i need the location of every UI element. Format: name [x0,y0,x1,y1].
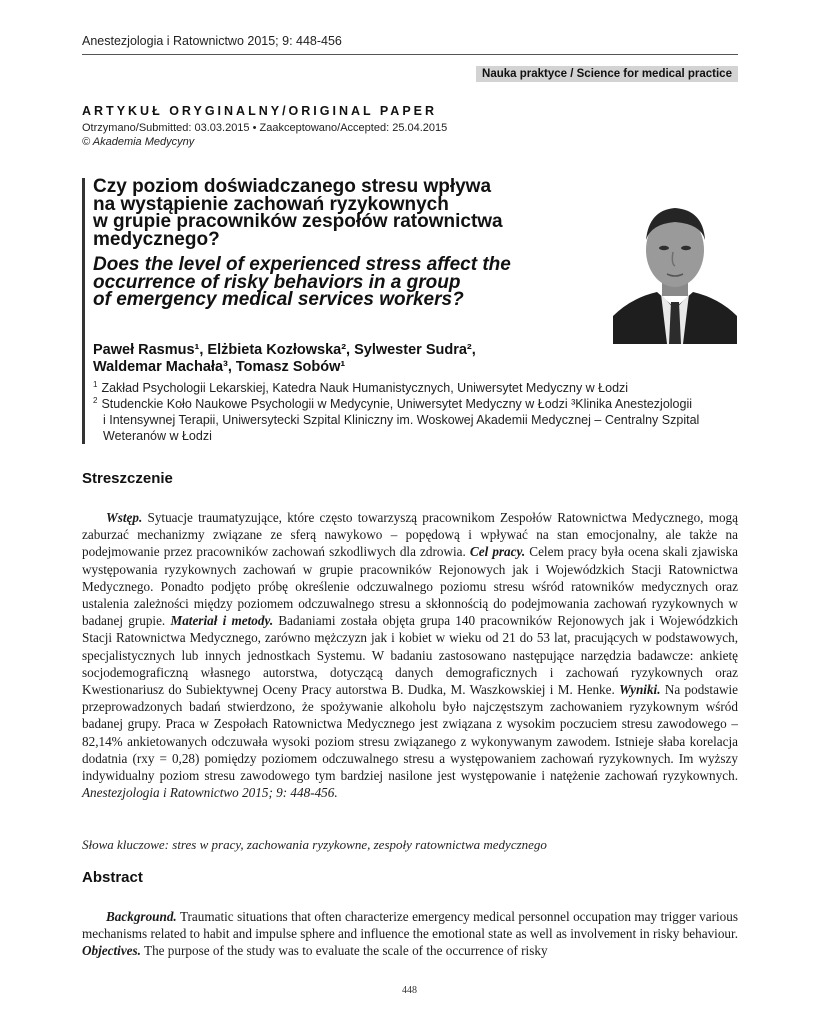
section-label: Wyniki. [619,682,661,698]
title-polish-line: w grupie pracowników zespołów ratownictwa [93,211,503,232]
affiliation-text: Zakład Psychologii Lekarskiej, Katedra Nauk Humanistycznych, Uniwersytet Medyczny w Łodzi [101,381,629,396]
authors-line: Paweł Rasmus¹, Elżbieta Kozłowska², Sylwester Sudra², [93,342,476,358]
affiliation-2 [93,393,733,444]
affiliation-text: i Intensywnej Terapii, Uniwersytecki Szpital Kliniczny im. Woskowej Akademii Medycznej – Centralny Szpital [103,413,700,428]
section-label: Background. [106,909,177,924]
section-label: Materiał i metody. [170,613,274,629]
citation: Anestezjologia i Ratownictwo 2015; 9: 448-456. [82,785,338,801]
article-type: ARTYKUŁ ORYGINALNY/ORIGINAL PAPER [82,104,438,118]
authors [93,342,613,376]
paragraph-text: Traumatic situations that often characterize emergency medical personnel occupation may trigger various mechanisms related to habit and impulse sphere and influence the emotional state as well as involvement in risky behaviour. [82,909,738,942]
copyright: © Akademia Medycyny [82,136,195,148]
paragraph-text: The purpose of the study was to evaluate the scale of the occurrence of risky [140,943,548,959]
keywords: Słowa kluczowe: stres w pracy, zachowania ryzykowne, zespoły ratownictwa medycznego [82,837,547,852]
title-polish-line: Czy poziom doświadczanego stresu wpływa [93,176,492,197]
affiliation-text: Weteranów w Łodzi [103,429,212,444]
streszczenie-body [82,509,738,801]
paragraph-text: Na podstawie przeprowadzonych badań stwierdzono, że spożywanie alkoholu było najczęstszym zachowaniem ryzykownym wśród badanej grupy. Praca w Zespołach Ratownictwa Medycznego jest związana z wysokim poczuciem stresu zawodowego – 82,14% ankietowanych odczuwała wysoki poziom stresu związanego z wykonywanym zawodem. Istnieje słaba korelacja dodatnia (rxy = 0,28) pomiędzy poziomem odczuwalnego stresu a występowaniem zachowań ryzykownych. Im wyższy indywidualny poziom stresu zawodowego tym bardziej nasilone jest występowanie i natężenie zachowań ryzykownych. [82,682,738,784]
submission-dates: Otrzymano/Submitted: 03.03.2015 • Zaakceptowano/Accepted: 25.04.2015 [82,122,448,134]
journal-header: Anestezjologia i Ratownictwo 2015; 9: 448-456 [82,34,342,48]
paragraph-text: Badaniami została objęta grupa 140 pracowników Rejonowych jak i Wojewódzkich Stacji Ratownictwa Medycznego, zarówno mężczyzn jak i kobiet w wieku od 21 do 53 lat, pracujących w podstawowych, specjalistycznych lub innych jednostkach Systemu. W badaniu zastosowano następujące narzędzia badawcze: ankietę socjodemograficzną własnego autorstwa, dotyczącą danych demograficznych i zachowań ryzykownych oraz Kwestionariusz do Subiektywnej Oceny Pracy autorstwa B. Dudka, M. Waszkowskiej i M. Henke. [82,613,738,698]
abstract-heading: Abstract [82,869,143,886]
section-badge: Nauka praktyce / Science for medical practice [476,66,738,82]
author-photo [613,190,737,344]
title-english-line: Does the level of experienced stress affect the [93,254,511,275]
title-polish-line: medycznego? [93,228,220,250]
affiliation-text: Studenckie Koło Naukowe Psychologii w Medycynie, Uniwersytet Medyczny w Łodzi ³Klinika Anestezjologii [101,397,693,412]
abstract-paragraph [82,908,738,960]
affiliation-number: 1 [93,380,98,389]
page-number: 448 [402,985,417,996]
title-english-line: of emergency medical services workers? [93,289,464,310]
paragraph-text: Sytuacje traumatyzujące, które często towarzyszą pracownikom Zespołów Ratownictwa Medycznego, mogą zaburzać mechanizmy związane ze sferą nawykowo – popędową i wpływać na stan emocjonalny, ale także na podejmowanie przez pracowników zachowań szkodliwych dla zdrowia. [82,510,738,560]
streszczenie-paragraph [82,509,738,801]
header-rule [82,54,738,55]
authors-line: Waldemar Machała³, Tomasz Sobów¹ [93,359,346,375]
title-accent-bar [82,178,85,444]
title-english [93,256,593,309]
title-polish-line: na wystąpienie zachowań ryzykownych [93,193,449,215]
section-label: Cel pracy. [469,544,526,560]
section-label: Objectives. [82,943,141,959]
section-label: Wstęp. [106,510,143,525]
paragraph-text: Celem pracy była ocena skali zjawiska występowania ryzykownych zachowań w grupie pracowników Rejonowych jak i Wojewódzkich Stacji Ratownictwa Medycznego. Ponadto podjęto próbę określenie odczuwalnego poziomu stresu wśród ratowników medycznych oraz ustalenia zależności między poziomem odczuwalnego stresu a skłonnością do podejmowania zachowań ryzykownych w badanej grupie. [82,544,738,629]
abstract-body [82,908,738,960]
affiliation-number: 2 [93,396,98,405]
title-polish [93,178,593,248]
title-english-line: occurrence of risky behaviors in a group [93,271,461,293]
streszczenie-heading: Streszczenie [82,470,173,487]
